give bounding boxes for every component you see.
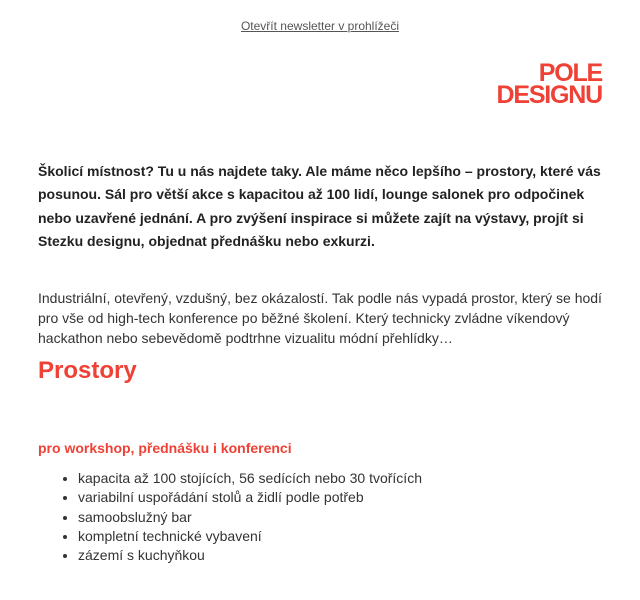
list-item: • zázemí s kuchyňkou xyxy=(78,546,422,565)
logo-line-1: POLE xyxy=(538,59,602,87)
section-title: Prostory xyxy=(38,357,137,384)
body-paragraph: Industriální, otevřený, vzdušný, bez okázalostí. Tak podle nás vypadá prostor, který se hodí pro vše od high-tech konference po běžné školení. Který technicky zvládne víkendový hackathon nebo sebevědomě podtrhne vizualitu módní přehlídky… xyxy=(38,290,602,346)
pole-designu-logo[interactable] xyxy=(496,59,602,109)
browser-link-bar xyxy=(0,19,640,33)
subsection-title: pro workshop, přednášku i konferenci xyxy=(38,440,292,456)
list-item: • kapacita až 100 stojících, 56 sedících nebo 30 tvořících xyxy=(78,469,422,488)
list-item: • variabilní uspořádání stolů a židlí podle potřeb xyxy=(78,488,422,507)
list-item: • samoobslužný bar xyxy=(78,508,422,527)
intro-paragraph: Školicí místnost? Tu u nás najdete taky. Ale máme něco lepšího – prostory, které vás posunou. Sál pro větší akce s kapacitou až 100 lidí, lounge salonek pro odpočinek nebo uzavřené jednání. A pro zvýšení inspirace si můžete zajít na výstavy, projít si Stezku designu, objednat přednášku nebo exkurzi. xyxy=(38,163,601,250)
list-item: • kompletní technické vybavení xyxy=(78,527,422,546)
logo-line-2: DESIGNU xyxy=(496,81,602,109)
open-in-browser-link[interactable]: Otevřít newsletter v prohlížeči xyxy=(240,19,400,33)
features-list xyxy=(38,469,422,565)
